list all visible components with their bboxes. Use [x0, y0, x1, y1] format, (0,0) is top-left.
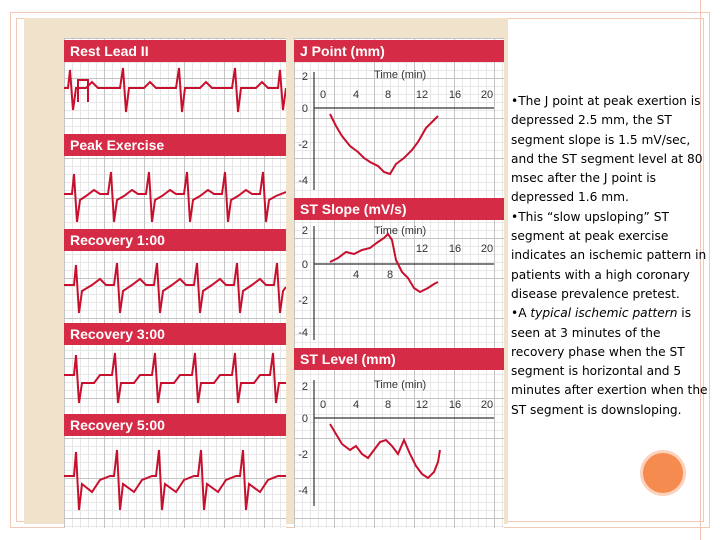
- st-level-xtick: 4: [352, 399, 360, 411]
- ecg-label-peak: Peak Exercise: [64, 134, 286, 156]
- note-paragraph-3: [511, 304, 716, 420]
- j-point-xtick: 20: [480, 89, 494, 101]
- st-level-xtick: 8: [384, 399, 392, 411]
- ecg-trace-rest: [64, 62, 286, 132]
- ecg-figure: [24, 18, 508, 524]
- st-level-xtick: 20: [480, 399, 494, 411]
- note-paragraph-2: •This “slow upsloping” ST segment at peak exercise indicates an ischemic pattern in patients with a high coronary disease prevalence pretest.: [511, 209, 707, 301]
- st-slope-ytick: 0: [301, 259, 308, 271]
- j-point-ytick: 0: [301, 103, 308, 115]
- graph-title-st-level: ST Level (mm): [294, 348, 504, 370]
- st-slope-ytick: -2: [298, 295, 308, 307]
- st-level-xtick: 12: [415, 399, 429, 411]
- ecg-trace-recovery-1: [64, 251, 286, 321]
- note-3-prefix: •A: [511, 306, 531, 321]
- st-level-xtick: 0: [319, 399, 327, 411]
- j-point-xtick: 8: [384, 89, 392, 101]
- ecg-label-recovery-5: Recovery 5:00: [64, 414, 286, 436]
- j-point-xtick: 12: [415, 89, 429, 101]
- st-level-xtick: 16: [448, 399, 462, 411]
- note-paragraph-1: •The J point at peak exertion is depressed 2.5 mm, the ST segment slope is 1.5 mV/sec, and the ST segment level at 80 msec after the J point is depressed 1.6 mm.: [511, 94, 703, 205]
- ecg-label-recovery-3: Recovery 3:00: [64, 323, 286, 345]
- j-point-ytick: -4: [298, 175, 308, 187]
- st-slope-xtick: 4: [352, 269, 360, 281]
- ecg-label-recovery-1: Recovery 1:00: [64, 229, 286, 251]
- j-point-xtick: 0: [319, 89, 327, 101]
- j-point-ytick: -2: [298, 139, 308, 151]
- st-level-ytick: -4: [298, 485, 308, 497]
- st-level-graph: [294, 370, 504, 510]
- note-3-suffix: is seen at 3 minutes of the recovery phase when the ST segment is horizontal and 5 minutes after exertion when the ST segment is downsloping.: [511, 306, 708, 417]
- ecg-trace-peak: [64, 156, 286, 228]
- st-slope-xtick: 8: [386, 269, 394, 281]
- st-level-ytick: -2: [298, 449, 308, 461]
- note-3-emphasis: typical ischemic pattern: [530, 306, 678, 321]
- st-level-ytick: 0: [301, 413, 308, 425]
- j-point-xtick: 4: [352, 89, 360, 101]
- st-slope-time-label: Time (min): [374, 225, 427, 237]
- st-slope-ytick: 2: [301, 225, 308, 237]
- st-level-time-label: Time (min): [374, 379, 427, 391]
- j-point-graph: [294, 62, 504, 194]
- explanation-text: [511, 92, 716, 420]
- st-slope-ytick: -4: [298, 327, 308, 339]
- st-slope-xtick: 16: [448, 243, 462, 255]
- st-slope-graph: [294, 220, 504, 346]
- st-level-ytick: 2: [301, 381, 308, 393]
- decorative-circle: [640, 450, 686, 496]
- j-point-time-label: Time (min): [374, 69, 427, 81]
- graph-title-j-point: J Point (mm): [294, 40, 504, 62]
- j-point-ytick: 2: [301, 71, 308, 83]
- j-point-xtick: 16: [448, 89, 462, 101]
- st-slope-xtick: 20: [480, 243, 494, 255]
- ecg-label-rest: Rest Lead II: [64, 40, 286, 62]
- ecg-trace-recovery-3: [64, 345, 286, 413]
- graph-title-st-slope: ST Slope (mV/s): [294, 198, 504, 220]
- st-slope-xtick: 12: [415, 243, 429, 255]
- ecg-trace-recovery-5: [64, 436, 286, 526]
